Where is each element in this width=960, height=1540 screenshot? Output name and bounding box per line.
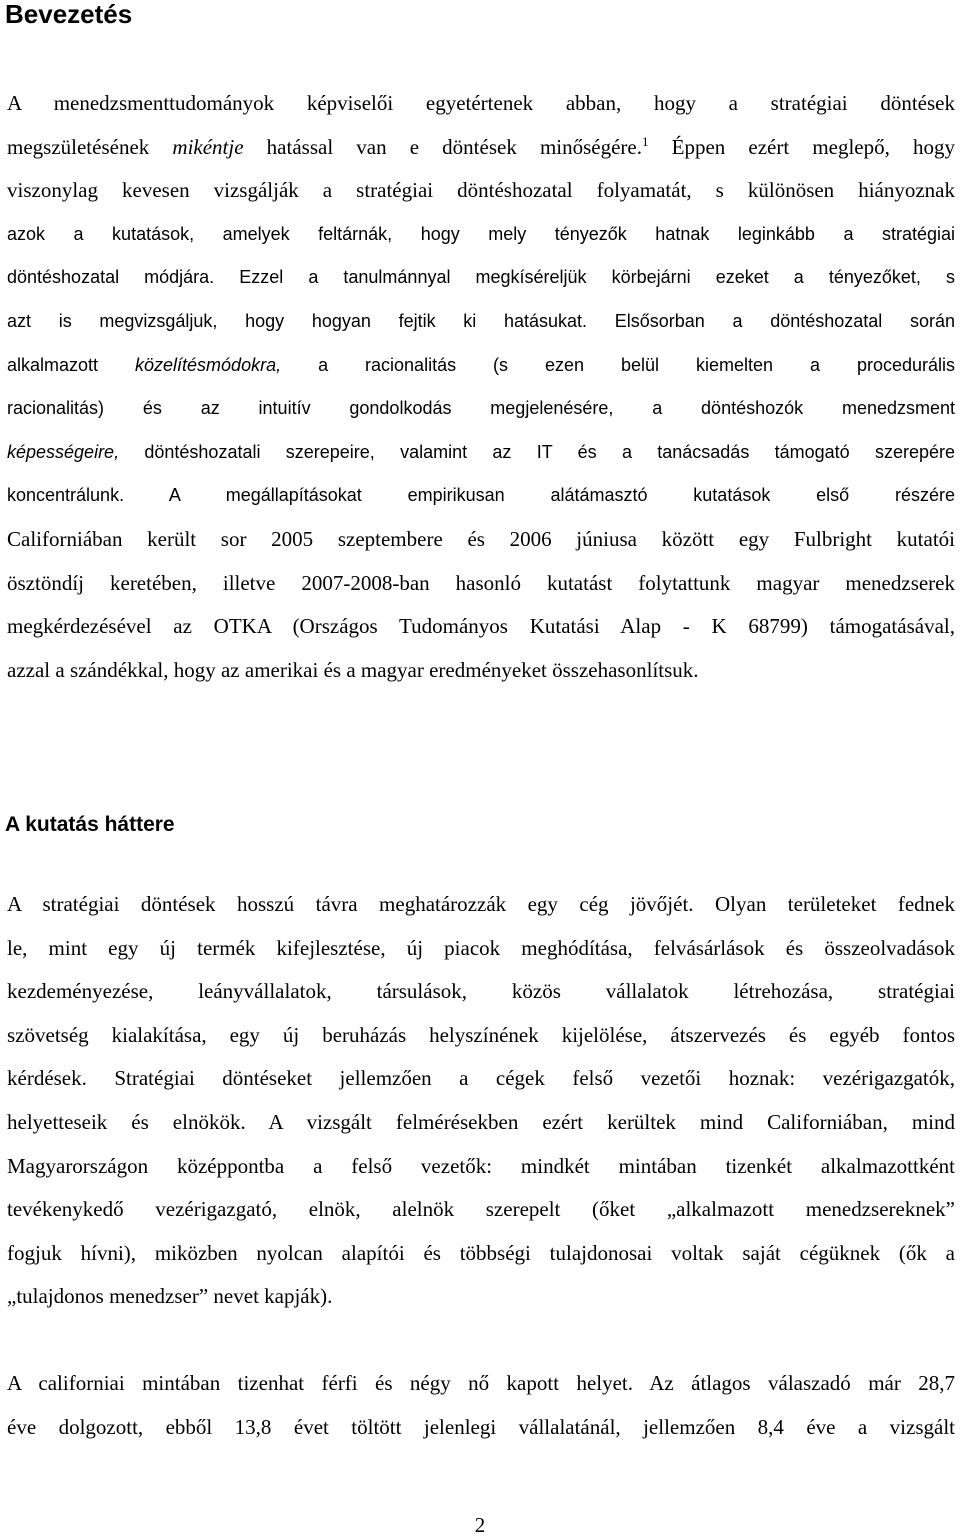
line-text: Éppen ezért meglepő, hogy xyxy=(671,134,955,159)
line-text: azt is megvizsgáljuk, hogy hogyan fejtik ki hatásukat. xyxy=(7,310,588,331)
text-line xyxy=(7,82,955,126)
paragraph-sample xyxy=(7,1362,955,1449)
text-line: le, mint egy új termék kifejlesztése, új piacok meghódítása, felvásárlások és összeolvadások xyxy=(7,935,955,960)
footnote-marker[interactable]: 1 xyxy=(642,133,649,149)
text-line: Magyarországon középpontba a felső vezetők: mindkét mintában tizenkét alkalmazottként xyxy=(7,1153,955,1178)
text-line xyxy=(7,387,955,431)
text-line xyxy=(7,518,955,562)
text-line xyxy=(7,431,955,475)
text-line: tevékenykedő vezérigazgató, elnök, alelnök szerepelt (őket „alkalmazott menedzsereknek” xyxy=(7,1197,955,1222)
line-text: a racionalitás (s ezen belül kiemelten a procedurális xyxy=(318,354,955,375)
line-text: viszonylag kevesen vizsgálják a stratégiai döntéshozatal folyamatát, s különösen hiányoznak xyxy=(7,178,955,203)
line-text: hatással van e döntések minőségére. xyxy=(266,134,642,159)
section-heading-introduction: Bevezetés xyxy=(5,0,133,29)
line-text: döntéshozatal módjára. xyxy=(7,267,215,288)
text-line xyxy=(7,126,955,170)
text-line: szövetség kialakítása, egy új beruházás helyszínének kijelölése, átszervezés és egyéb fontos xyxy=(7,1022,955,1047)
line-text: megszületésének xyxy=(7,134,150,159)
text-line xyxy=(7,474,955,518)
italic-term: közelítésmódokra, xyxy=(135,354,282,375)
italic-term: képességeire, xyxy=(7,441,120,462)
text-line xyxy=(7,605,955,649)
text-line: kérdések. Stratégiai döntéseket jellemzően a cégek felső vezetői hoznak: vezérigazgatók, xyxy=(7,1066,955,1091)
line-text: koncentrálunk. xyxy=(7,485,125,506)
section-heading-background: A kutatás háttere xyxy=(5,813,175,836)
text-line: kezdeményezése, leányvállalatok, társulások, közös vállalatok létrehozása, stratégiai xyxy=(7,979,955,1004)
text-line xyxy=(7,344,955,388)
text-line xyxy=(7,213,955,257)
line-text: Californiában került sor 2005 szeptembere és 2006 júniusa között egy Fulbright kutatói xyxy=(7,526,955,551)
line-text: alkalmazott xyxy=(7,354,99,375)
text-line xyxy=(7,649,955,693)
paragraph-introduction xyxy=(7,82,955,692)
line-text: racionalitás) és az intuitív gondolkodás megjelenésére, a döntéshozók menedzsment xyxy=(7,398,955,419)
text-line xyxy=(7,300,955,344)
line-text: ösztöndíj keretében, illetve 2007-2008-ban hasonló kutatást folytattunk magyar menedzserek xyxy=(7,570,955,595)
line-text: A megállapításokat empirikusan alátámasztó kutatások első részére xyxy=(168,485,955,506)
text-line: A stratégiai döntések hosszú távra meghatározzák egy cég jövőjét. Olyan területeket fednek xyxy=(7,892,955,916)
text-line xyxy=(7,169,955,213)
paragraph-background xyxy=(7,883,955,1319)
text-line: A californiai mintában tizenhat férfi és négy nő kapott helyet. Az átlagos válaszadó már 28,7 xyxy=(7,1371,955,1395)
text-line: „tulajdonos menedzser” nevet kapják). xyxy=(7,1284,333,1309)
line-text: Ezzel a tanulmánnyal megkíséreljük körbejárni ezeket a tényezőket, s xyxy=(239,267,955,288)
line-text: döntéshozatali szerepeire, valamint az IT és a tanácsadás támogató szerepére xyxy=(144,441,955,462)
text-line: fogjuk hívni), miközben nyolcan alapítói és többségi tulajdonosai voltak saját cégüknek (ők a xyxy=(7,1240,955,1265)
line-text: A menedzsmenttudományok képviselői egyetértenek abban, hogy a stratégiai döntések xyxy=(7,91,955,115)
italic-term: mikéntje xyxy=(172,134,244,159)
text-line xyxy=(7,256,955,300)
line-text: megkérdezésével az OTKA (Országos Tudományos Kutatási Alap - K 68799) támogatásával, xyxy=(7,614,955,639)
line-text: Elsősorban a döntéshozatal során xyxy=(614,310,955,331)
line-text: azok a kutatások, amelyek feltárnák, hogy mely tényezők hatnak leginkább a stratégiai xyxy=(7,223,955,244)
text-line xyxy=(7,562,955,606)
text-line: helyetteseik és elnökök. A vizsgált felmérésekben ezért kerültek mind Californiában, mind xyxy=(7,1109,955,1134)
page-number: 2 xyxy=(474,1513,486,1537)
line-text: azzal a szándékkal, hogy az amerikai és a magyar eredményeket összehasonlítsuk. xyxy=(7,657,699,682)
text-line: éve dolgozott, ebből 13,8 évet töltött jelenlegi vállalatánál, jellemzően 8,4 éve a vizsgált xyxy=(7,1414,955,1439)
